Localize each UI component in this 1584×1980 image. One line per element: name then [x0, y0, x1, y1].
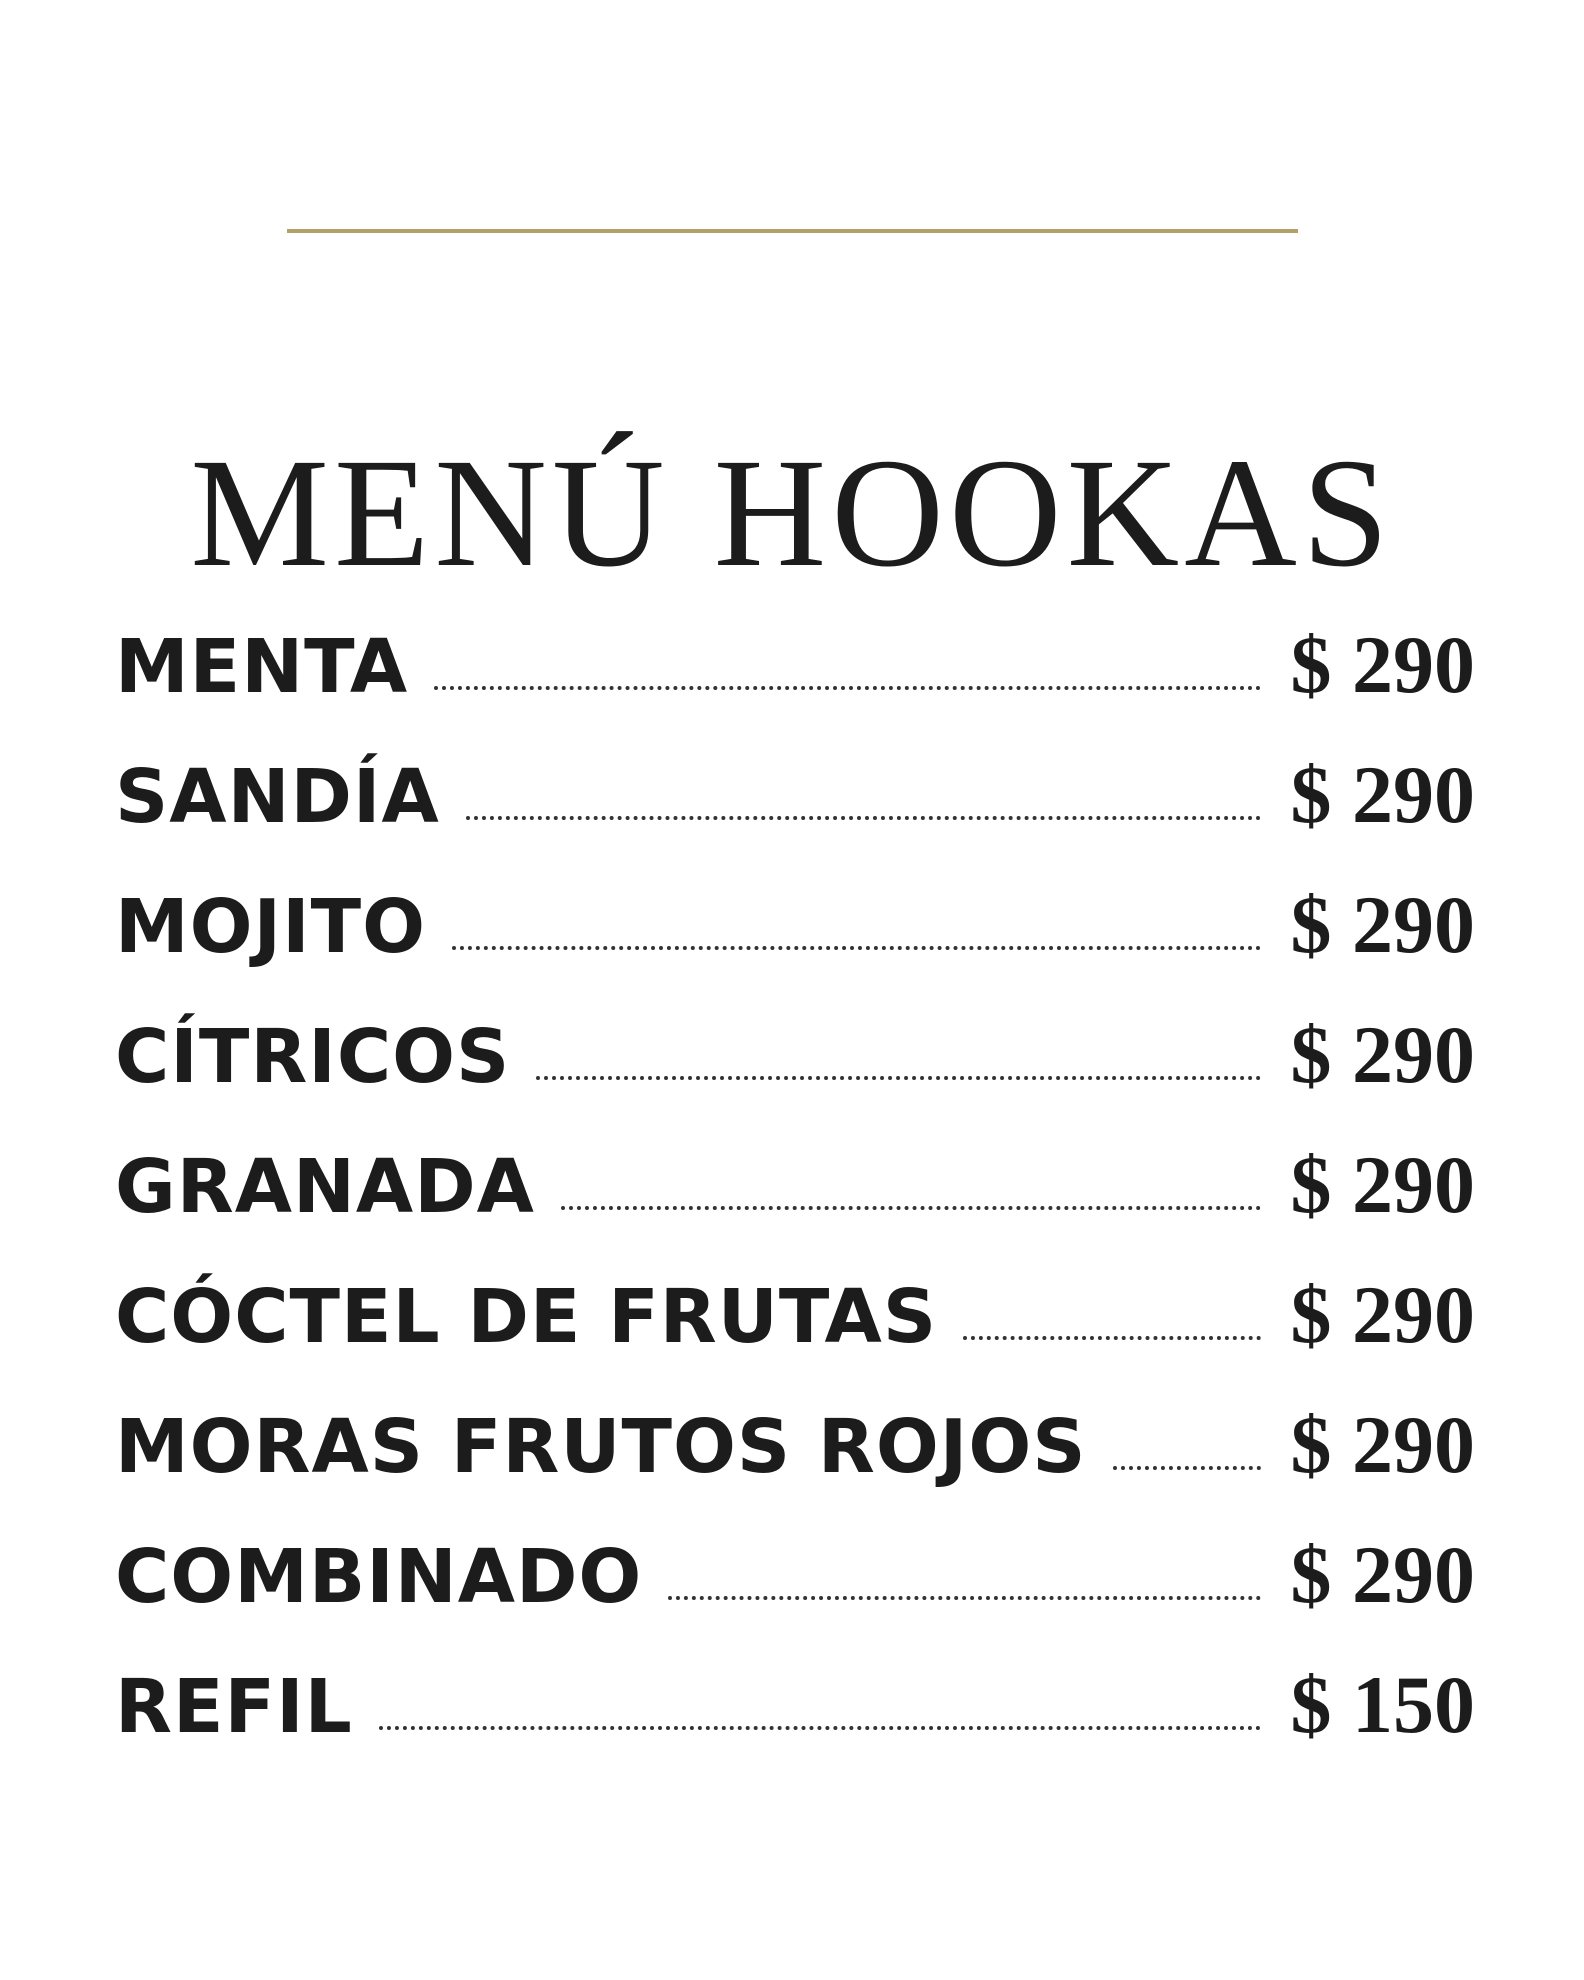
dot-leader	[668, 1596, 1260, 1600]
menu-item-name: CÍTRICOS	[115, 1014, 511, 1100]
dot-leader	[379, 1726, 1261, 1730]
menu-item-name: MOJITO	[115, 884, 426, 970]
dot-leader	[561, 1206, 1261, 1210]
menu-item	[115, 749, 1475, 884]
page-title: MENÚ HOOKAS	[190, 425, 1394, 599]
dot-leader	[963, 1336, 1260, 1340]
menu-item-price: $ 290	[1290, 879, 1475, 970]
dot-leader	[452, 946, 1261, 950]
dot-leader	[466, 816, 1261, 820]
menu-item-price: $ 290	[1290, 1009, 1475, 1100]
menu-item-name: REFIL	[115, 1664, 353, 1750]
dot-leader	[536, 1076, 1260, 1080]
menu-item-price: $ 290	[1290, 1399, 1475, 1490]
dot-leader	[434, 686, 1260, 690]
menu-item	[115, 1009, 1475, 1144]
menu-item-name: MENTA	[115, 624, 409, 710]
menu-item-price: $ 290	[1290, 749, 1475, 840]
menu-item-price: $ 290	[1290, 1269, 1475, 1360]
menu-item-name: GRANADA	[115, 1144, 535, 1230]
menu-item-name: MORAS FRUTOS ROJOS	[115, 1404, 1087, 1490]
menu-item	[115, 1659, 1475, 1794]
menu-item-name: CÓCTEL DE FRUTAS	[115, 1274, 938, 1360]
decorative-divider	[287, 229, 1298, 233]
menu-item-price: $ 290	[1290, 1529, 1475, 1620]
menu-item	[115, 1529, 1475, 1664]
menu-item	[115, 1139, 1475, 1274]
menu-item	[115, 619, 1475, 754]
menu-item	[115, 1399, 1475, 1534]
menu-item-price: $ 290	[1290, 619, 1475, 710]
menu-item-name: SANDÍA	[115, 754, 440, 840]
menu-list	[115, 619, 1475, 1794]
menu-item-price: $ 290	[1290, 1139, 1475, 1230]
dot-leader	[1113, 1466, 1261, 1470]
menu-item-price: $ 150	[1290, 1659, 1475, 1750]
menu-item-name: COMBINADO	[115, 1534, 643, 1620]
menu-item	[115, 1269, 1475, 1404]
menu-item	[115, 879, 1475, 1014]
